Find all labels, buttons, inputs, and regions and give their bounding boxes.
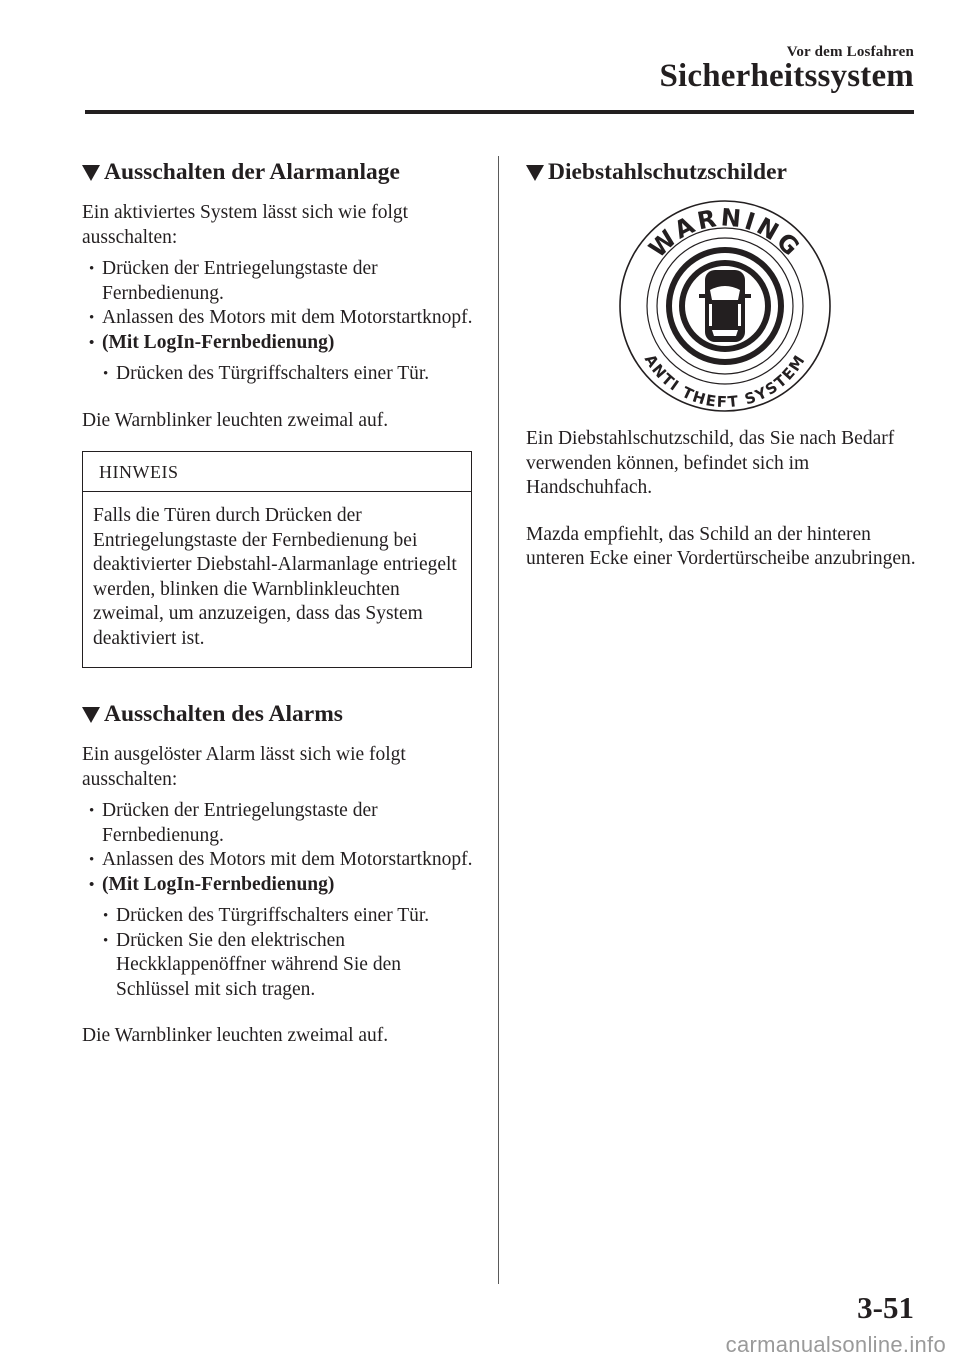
heading-alarm-off	[82, 156, 474, 188]
list-item: • Drücken des Türgriffschalters einer Tür.	[82, 904, 474, 929]
list-item: • Drücken Sie den elektrischen Heckklappenöffner während Sie den Schlüssel mit sich tragen.	[82, 929, 474, 1003]
watermark: carmanualsonline.info	[725, 1332, 946, 1357]
bullet-list	[82, 257, 474, 355]
list-item: • Anlassen des Motors mit dem Motorstartknopf.	[82, 306, 474, 331]
paragraph: Ein Diebstahlschutzschild, das Sie nach Bedarf verwenden können, befindet sich im Handschuhfach.	[526, 428, 895, 498]
header-section-title: Sicherheitssystem	[659, 58, 914, 94]
anti-theft-sticker	[617, 198, 833, 414]
note-text: Falls die Türen durch Drücken der Entriegelungstaste der Fernbedienung bei deaktivierter Diebstahl-Alarmanlage entriegelt werden, blinken die Warnblinkleuchten zweimal, um anzuzeigen, dass das System deaktiviert ist.	[93, 505, 457, 649]
heading-theft-labels	[526, 156, 916, 188]
note-box	[82, 451, 472, 668]
svg-text:WARNING	[643, 203, 806, 263]
list-item: • (Mit LogIn-Fernbedienung)	[82, 873, 474, 898]
page-number: 3-51	[857, 1290, 914, 1325]
list-item: • (Mit LogIn-Fernbedienung)	[82, 331, 474, 356]
heading-text: Ausschalten der Alarmanlage	[104, 159, 400, 185]
car-security-icon	[669, 250, 781, 362]
triangle-marker-icon	[82, 707, 100, 723]
list-item: • Drücken der Entriegelungstaste der Fernbedienung.	[82, 799, 474, 848]
heading-alarm-stop	[82, 698, 474, 730]
list-item: • Drücken des Türgriffschalters einer Tür.	[82, 362, 474, 387]
paragraph: Die Warnblinker leuchten zweimal auf.	[82, 409, 389, 431]
note-label: HINWEIS	[83, 452, 471, 492]
list-item: • Anlassen des Motors mit dem Motorstartknopf.	[82, 848, 474, 873]
sticker-top-text: WARNING	[643, 203, 807, 264]
left-column	[82, 156, 474, 1049]
bullet-list	[82, 799, 474, 897]
triangle-marker-icon	[526, 165, 544, 181]
paragraph: Ein aktiviertes System lässt sich wie folgt ausschalten:	[82, 202, 409, 248]
heading-text: Diebstahlschutzschilder	[548, 159, 787, 185]
header-rule	[85, 110, 914, 114]
sticker-bottom-text: ANTI THEFT SYSTEM	[640, 350, 810, 412]
paragraph: Ein ausgelöster Alarm lässt sich wie folgt ausschalten:	[82, 744, 406, 790]
column-divider	[498, 156, 499, 1284]
heading-text: Ausschalten des Alarms	[104, 701, 343, 727]
anti-theft-sticker-figure	[534, 198, 916, 414]
paragraph: Mazda empfiehlt, das Schild an der hinteren unteren Ecke einer Vordertürscheibe anzubringen.	[526, 523, 916, 569]
list-item: • Drücken der Entriegelungstaste der Fernbedienung.	[82, 257, 474, 306]
paragraph: Die Warnblinker leuchten zweimal auf.	[82, 1025, 389, 1046]
header-chapter: Vor dem Losfahren	[786, 44, 914, 60]
right-column	[526, 156, 916, 572]
sub-bullet-list	[82, 362, 474, 387]
triangle-marker-icon	[82, 165, 100, 181]
sub-bullet-list	[82, 904, 474, 1002]
